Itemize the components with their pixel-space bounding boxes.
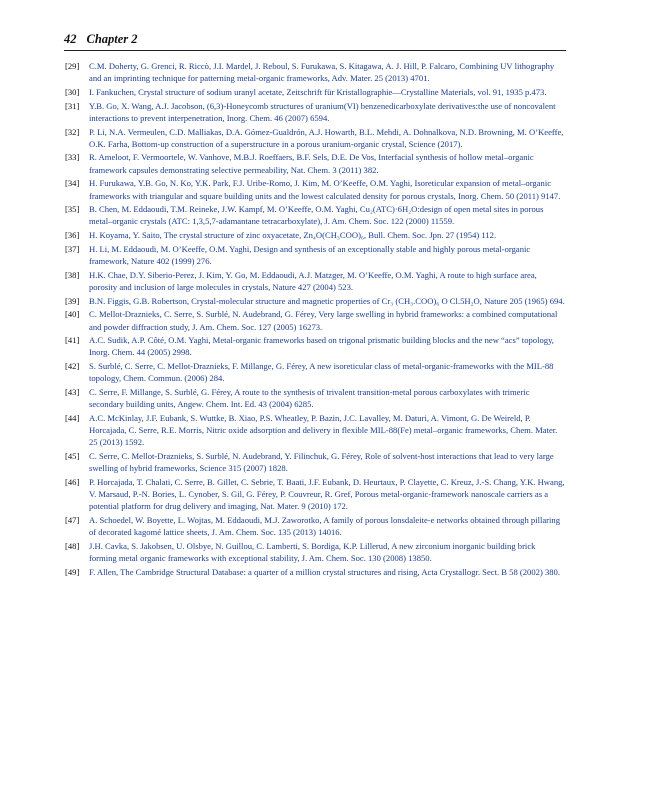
reference-number: [44] [65,412,80,423]
reference-item [65,360,565,384]
reference-number: [49] [65,566,80,577]
reference-link[interactable]: P. Horcajada, T. Chalati, C. Serre, B. Gillet, C. Sebrie, T. Baati, J.F. Eubank, D. Heurtaux, P. Clayette, C. Kreuz, J.-S. Chang, Y.K. Hwang, V. Marsaud, P.-N. Bories, L. Cynober, S. Gil, G. Férey, P. Couvreur, R. Gref, Porous metal-organic-framework nanoscale carriers as a potential platform for drug delivery and imaging, Nat. Mater. 9 (2010) 172. [89,477,565,512]
reference-number: [43] [65,387,80,398]
reference-link[interactable]: A.C. McKinlay, J.F. Eubank, S. Wuttke, B. Xiao, P.S. Wheatley, P. Bazin, J.C. Lavalley, M. Daturi, A. Vimont, G. De Weireld, P. Horcajada, C. Serre, R.E. Morris, Nitric oxide adsorption and delivery in flexible MIL-88(Fe) metal–organic frameworks, Chem. Mater. 25 (2013) 1592. [89,412,558,448]
reference-link[interactable]: A. Schoedel, W. Boyette, L. Wojtas, M. Eddaoudi, M.J. Zaworotko, A family of porous lonsdaleite-e networks obtained through pillaring of decorated kagomé lattice sheets, J. Am. Chem. Soc. 135 (2013) 14016. [89,515,561,538]
reference-number: [40] [65,309,80,320]
reference-link[interactable]: H. Li, M. Eddaoudi, M. O’Keeffe, O.M. Yaghi, Design and synthesis of an exceptionally stable and highly porous metal-organic framework, Nature 402 (1999) 276. [89,243,531,267]
reference-item [65,126,565,150]
reference-link[interactable]: B. Chen, M. Eddaoudi, T.M. Reineke, J.W. Kampf, M. O’Keeffe, O.M. Yaghi, Cu₂(ATC)·6H₂O:design of open metal sites in porous metal–organic crystals (ATC: 1,3,5,7-adamantane tetracarboxylate), J. Am. Chem. Soc. 122 (2000) 11559. [89,204,544,227]
reference-item [65,566,565,578]
reference-number: [33] [65,152,80,163]
reference-number: [31] [65,100,80,111]
reference-link[interactable]: C. Mellot-Draznieks, C. Serre, S. Surblé, N. Audebrand, G. Férey, Very large swelling in hybrid frameworks: a combined computational and powder diffraction study, J. Am. Chem. Soc. 127 (2005) 16273. [89,309,558,332]
reference-number: [38] [65,269,80,280]
reference-number: [47] [65,515,80,526]
reference-link[interactable]: C. Serre, C. Mellot-Draznieks, S. Surblé, N. Audebrand, Y. Filinchuk, G. Férey, Role of solvent-host interactions that lead to very large swelling of hybrid frameworks, Science 315 (2007) 1828. [89,451,554,474]
reference-number: [29] [65,61,80,71]
reference-link[interactable]: A.C. Sudik, A.P. Côté, O.M. Yaghi, Metal-organic frameworks based on trigonal prismatic building blocks and the new “acs” topology, Inorg. Chem. 44 (2005) 2998. [89,335,554,358]
reference-item [65,151,565,175]
reference-link[interactable]: H. Koyama, Y. Saito, The crystal structure of zinc oxyacetate, Zn₄O(CH₃COO)₆, Bull. Chem. Soc. Jpn. 27 (1954) 112. [89,230,497,241]
reference-number: [39] [65,295,80,306]
reference-number: [37] [65,243,80,254]
reference-link[interactable]: C. Serre, F. Millange, S. Surblé, G. Férey, A route to the synthesis of trivalent transition-metal porous carboxylates with trimeric secondary building units, Angew. Chem. Int. Ed. 43 (2004) 6285. [89,387,530,410]
reference-number: [45] [65,451,80,462]
reference-link[interactable]: B.N. Figgis, G.B. Robertson, Crystal-molecular structure and magnetic properties of Cr₃ (CH₃.COO)₆ O Cl.5H₂O, Nature 205 (1965) 694. [89,295,565,306]
reference-item [65,269,565,293]
reference-item [65,295,565,307]
reference-item [65,334,565,358]
reference-item [65,540,565,564]
reference-number: [46] [65,477,80,487]
reference-number: [34] [65,178,80,189]
reference-item [65,60,565,84]
reference-list [65,60,565,580]
reference-number: [35] [65,204,80,215]
reference-link[interactable]: H. Furukawa, Y.B. Go, N. Ko, Y.K. Park, F.J. Uribe-Romo, J. Kim, M. O’Keeffe, O.M. Yaghi, Isoreticular expansion of metal–organic frameworks with triangular and square building units and the lowest calculated density for porous crystals, Inorg. Chem. 50 (2011) 9147. [89,178,561,201]
reference-number: [41] [65,335,80,346]
reference-item [65,308,565,332]
reference-item [65,476,565,513]
reference-item [65,203,565,227]
reference-link[interactable]: F. Allen, The Cambridge Structural Database: a quarter of a million crystal structures and rising, Acta Crystallogr. Sect. B 58 (2002) 380. [89,566,560,577]
chapter-title: Chapter 2 [86,32,138,46]
reference-item [65,177,565,201]
reference-item [65,243,565,267]
reference-link[interactable]: R. Ameloot, F. Vermoortele, W. Vanhove, M.B.J. Roeffaers, B.F. Sels, D.E. De Vos, Interfacial synthesis of hollow metal–organic framework capsules demonstrating selective permeability, Nat. Chem. 3 (2011) 382. [89,152,534,175]
reference-item [65,386,565,410]
reference-number: [36] [65,230,80,241]
reference-item [65,100,565,124]
page-header [64,30,564,48]
header-rule [64,50,566,51]
reference-link[interactable]: C.M. Doherty, G. Grenci, R. Riccò, J.I. Mardel, J. Reboul, S. Furukawa, S. Kitagawa, A. J. Hill, P. Falcaro, Combining UV lithography and an imprinting technique for patterning metal-organic frameworks, Adv. Mater. 25 (2013) 4701. [89,61,555,84]
reference-number: [32] [65,126,80,137]
reference-link[interactable]: H.K. Chae, D.Y. Siberio-Perez, J. Kim, Y. Go, M. Eddaoudi, A.J. Matzger, M. O’Keeffe, O.M. Yaghi, A route to high surface area, porosity and inclusion of large molecules in crystals, Nature 427 (2004) 523. [89,269,537,292]
reference-item [65,86,565,98]
reference-link[interactable]: Y.B. Go, X. Wang, A.J. Jacobson, (6,3)-Honeycomb structures of uranium(VI) benzenedicarboxylate derivatives:the use of noncovalent interactions to prevent interpenetration, Inorg. Chem. 46 (2007) 6594. [89,100,556,123]
reference-link[interactable]: P. Li, N.A. Vermeulen, C.D. Malliakas, D.A. Gómez-Gualdrón, A.J. Howarth, B.L. Mehdi, A. Dohnalkova, N.D. Browning, M. O’Keeffe, O.K. Farha, Bottom-up construction of a superstructure in a porous uranium-organic crystal, Science (2017). [89,126,564,149]
reference-item [65,514,565,538]
reference-number: [30] [65,86,80,97]
reference-item [65,412,565,449]
page-number: 42 [64,32,77,46]
reference-item [65,229,565,241]
reference-number: [42] [65,361,80,372]
reference-number: [48] [65,541,80,552]
reference-link[interactable]: I. Fankuchen, Crystal structure of sodium uranyl acetate, Zeitschrift für Kristallographie—Crystalline Materials, vol. 91, 1935 p.473. [89,86,547,97]
reference-link[interactable]: J.H. Cavka, S. Jakobsen, U. Olsbye, N. Guillou, C. Lamberti, S. Bordiga, K.P. Lillerud, A new zirconium inorganic building brick forming metal organic frameworks with exceptional stability, J. Am. Chem. Soc. 130 (2008) 13850. [89,541,536,564]
reference-link[interactable]: S. Surblé, C. Serre, C. Mellot-Draznieks, F. Millange, G. Férey, A new isoreticular class of metal-organic-frameworks with the MIL-88 topology, Chem. Commun. (2006) 284. [89,361,554,384]
reference-item [65,450,565,474]
